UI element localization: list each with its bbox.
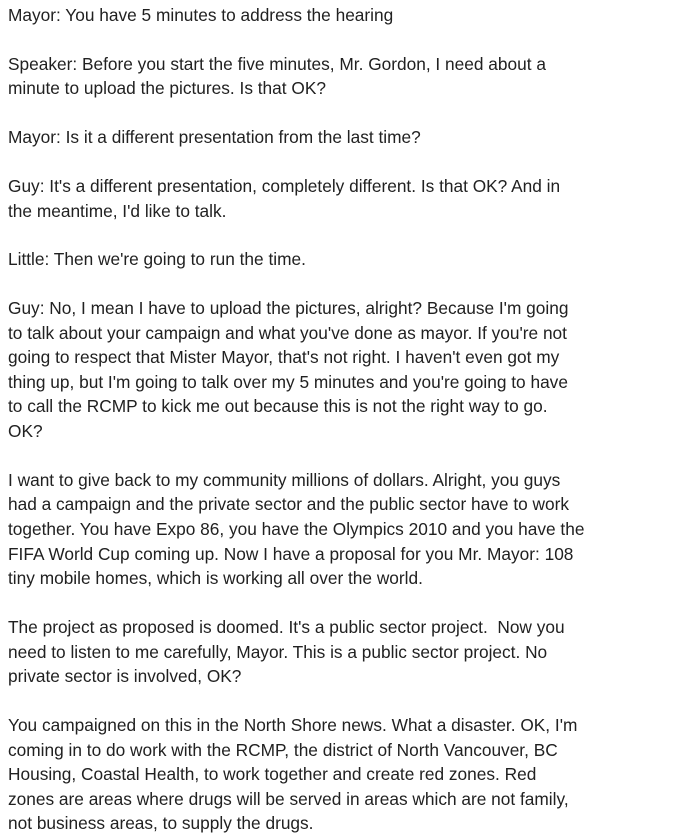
- transcript-paragraph: You campaigned on this in the North Shore news. What a disaster. OK, I'm coming in to do work with the RCMP, the district of North Vancouver, BC Housing, Coastal Health, to work together and create red zones. Red zones are areas where drugs will be served in areas which are not family, not business areas, to supply the drugs.: [8, 714, 578, 834]
- transcript-paragraph: Guy: It's a different presentation, completely different. Is that OK? And in the meantime, I'd like to talk.: [8, 175, 561, 221]
- transcript-paragraph: Mayor: Is it a different presentation from the last time?: [8, 127, 421, 148]
- transcript-paragraph: Little: Then we're going to run the time.: [8, 249, 306, 270]
- transcript-paragraph: The project as proposed is doomed. It's a public sector project. Now you need to listen to me carefully, Mayor. This is a public sector project. No private sector is involved, OK?: [8, 617, 565, 687]
- transcript-paragraph: Speaker: Before you start the five minutes, Mr. Gordon, I need about a minute to upload the pictures. Is that OK?: [8, 53, 546, 99]
- transcript-paragraph: Guy: No, I mean I have to upload the pictures, alright? Because I'm going to talk about your campaign and what you've done as mayor. If you're not going to respect that Mister Mayor, that's not right. I haven't even got my thing up, but I'm going to talk over my 5 minutes and you're going to have to call the RCMP to kick me out because this is not the right way to go. OK?: [8, 298, 569, 442]
- transcript-paragraph: Mayor: You have 5 minutes to address the hearing: [8, 5, 394, 25]
- transcript-paragraph: I want to give back to my community millions of dollars. Alright, you guys had a campaign and the private sector and the public sector have to work together. You have Expo 86, you have the Olympics 2010 and you have the FIFA World Cup coming up. Now I have a proposal for you Mr. Mayor: 108 tiny mobile homes, which is working all over the world.: [8, 469, 585, 589]
